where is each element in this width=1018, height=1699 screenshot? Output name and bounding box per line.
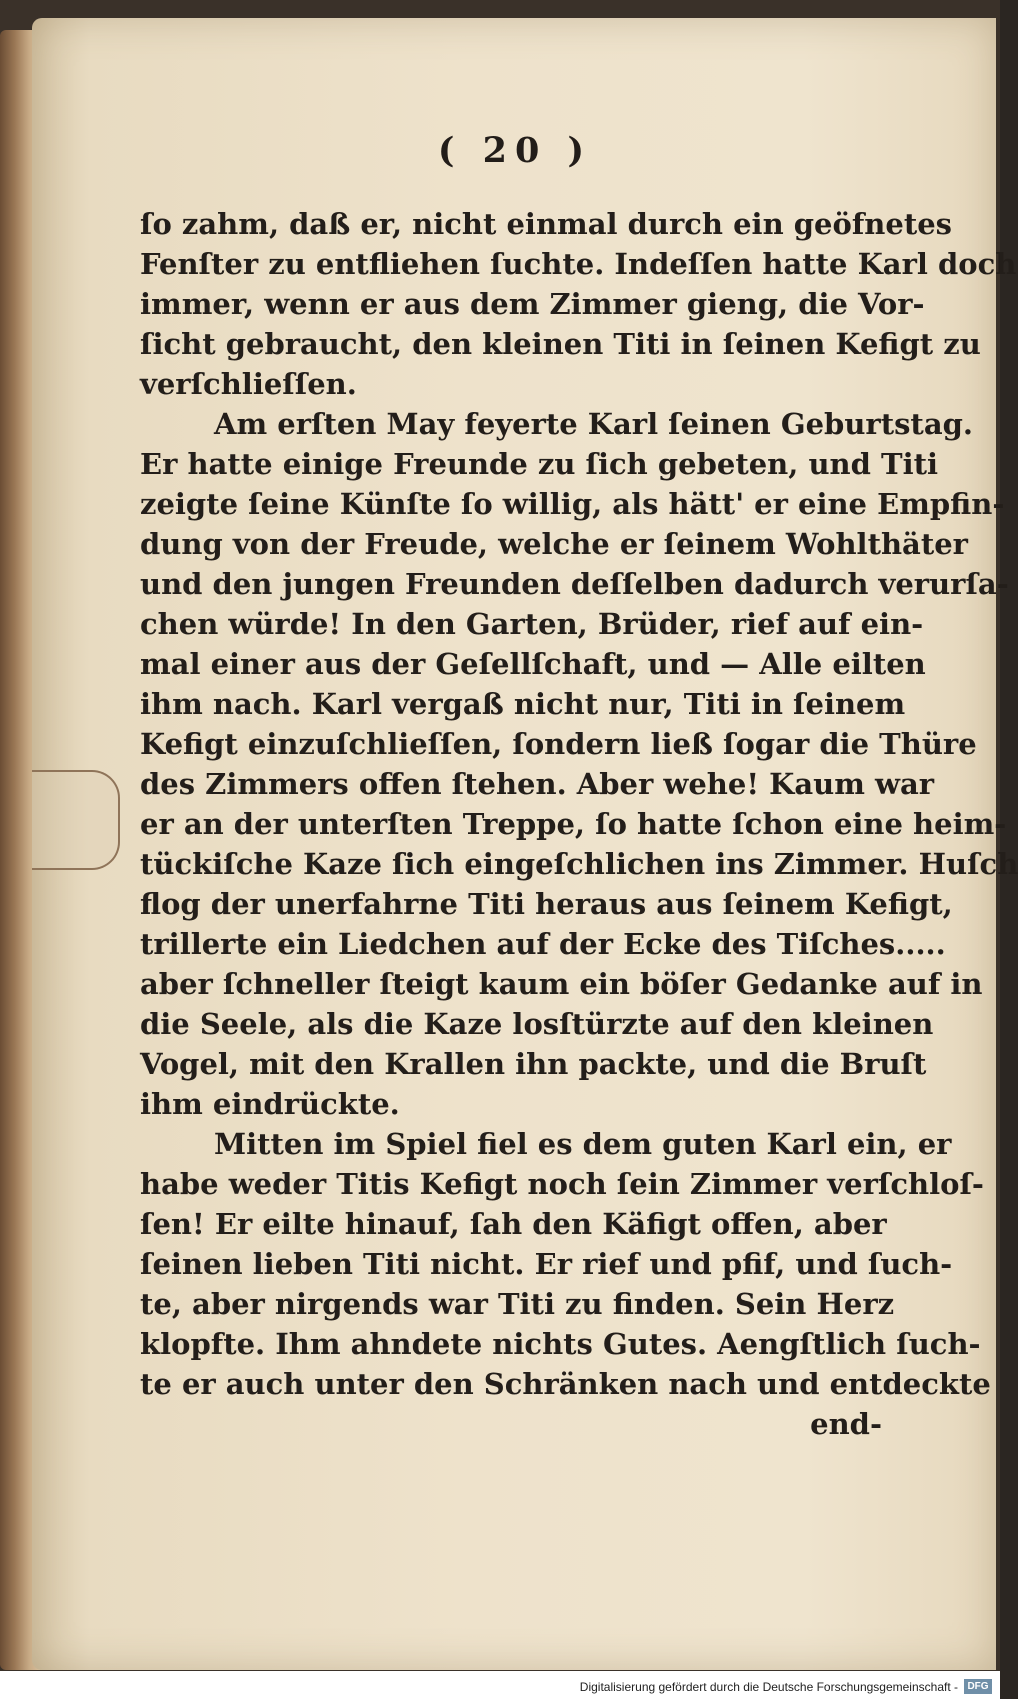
text-line: ihm nach. Karl vergaß nicht nur, Titi in ſeinem — [140, 687, 906, 721]
text-line: trillerte ein Liedchen auf der Ecke des Tiſches..... — [140, 927, 946, 961]
digitization-credit: Digitalisierung gefördert durch die Deutsche Forschungsgemeinschaft - — [579, 1680, 958, 1694]
text-line: Vogel, mit den Krallen ihn packte, und die Bruſt — [140, 1047, 927, 1081]
text-line: aber ſchneller ſteigt kaum ein böſer Gedanke auf in — [140, 967, 983, 1001]
text-line: ſicht gebraucht, den kleinen Titi in ſeinen Kefigt zu — [140, 327, 981, 361]
text-line: verſchlieſſen. — [140, 367, 357, 401]
text-line: er an der unterſten Treppe, ſo hatte ſchon eine heim- — [140, 807, 1007, 841]
text-line: zeigte ſeine Künſte ſo willig, als hätt' er eine Empfin- — [140, 487, 1005, 521]
digitization-footer — [0, 1671, 1000, 1699]
text-line: die Seele, als die Kaze losſtürzte auf den kleinen — [140, 1007, 934, 1041]
text-line: ihm eindrückte. — [140, 1087, 400, 1121]
text-line: tückiſche Kaze ſich eingeſchlichen ins Zimmer. Huſch — [140, 847, 1018, 881]
text-line: mal einer aus der Geſellſchaft, und — Alle eilten — [140, 647, 926, 681]
page-clip-tab — [32, 770, 120, 870]
text-line: dung von der Freude, welche er ſeinem Wohlthäter — [140, 527, 968, 561]
text-line: ſeinen lieben Titi nicht. Er rief und pfif, und ſuch- — [140, 1247, 953, 1281]
text-line: habe weder Titis Kefigt noch ſein Zimmer verſchloſ- — [140, 1167, 984, 1201]
page-number: ( 20 ) — [437, 130, 593, 171]
text-line: des Zimmers offen ſtehen. Aber wehe! Kaum war — [140, 767, 935, 801]
text-line: klopfte. Ihm ahndete nichts Gutes. Aengſtlich ſuch- — [140, 1327, 981, 1361]
text-line: Fenſter zu entfliehen ſuchte. Indeſſen hatte Karl doch — [140, 247, 1017, 281]
text-line: te er auch unter den Schränken nach und entdeckte — [140, 1367, 991, 1401]
text-line: Er hatte einige Freunde zu ſich gebeten, und Titi — [140, 447, 938, 481]
text-line: immer, wenn er aus dem Zimmer gieng, die Vor- — [140, 287, 925, 321]
text-line: und den jungen Freunden deſſelben dadurch verurſa- — [140, 567, 1009, 601]
text-line: ſo zahm, daß er, nicht einmal durch ein geöfnetes — [140, 207, 952, 241]
text-line: Mitten im Spiel fiel es dem guten Karl ein, er — [214, 1127, 952, 1161]
text-line: Am erſten May feyerte Karl ſeinen Geburtstag. — [214, 407, 973, 441]
text-line: te, aber nirgends war Titi zu finden. Sein Herz — [140, 1287, 895, 1321]
text-line: flog der unerfahrne Titi heraus aus ſeinem Kefigt, — [140, 887, 953, 921]
text-line: chen würde! In den Garten, Brüder, rief auf ein- — [140, 607, 924, 641]
page-text — [140, 204, 1018, 1444]
dfg-logo-icon: DFG — [964, 1679, 992, 1694]
catchword: end- — [810, 1407, 882, 1441]
text-line: ſen! Er eilte hinauf, ſah den Käfigt offen, aber — [140, 1207, 887, 1241]
text-line: Kefigt einzuſchlieſſen, ſondern ließ ſogar die Thüre — [140, 727, 977, 761]
